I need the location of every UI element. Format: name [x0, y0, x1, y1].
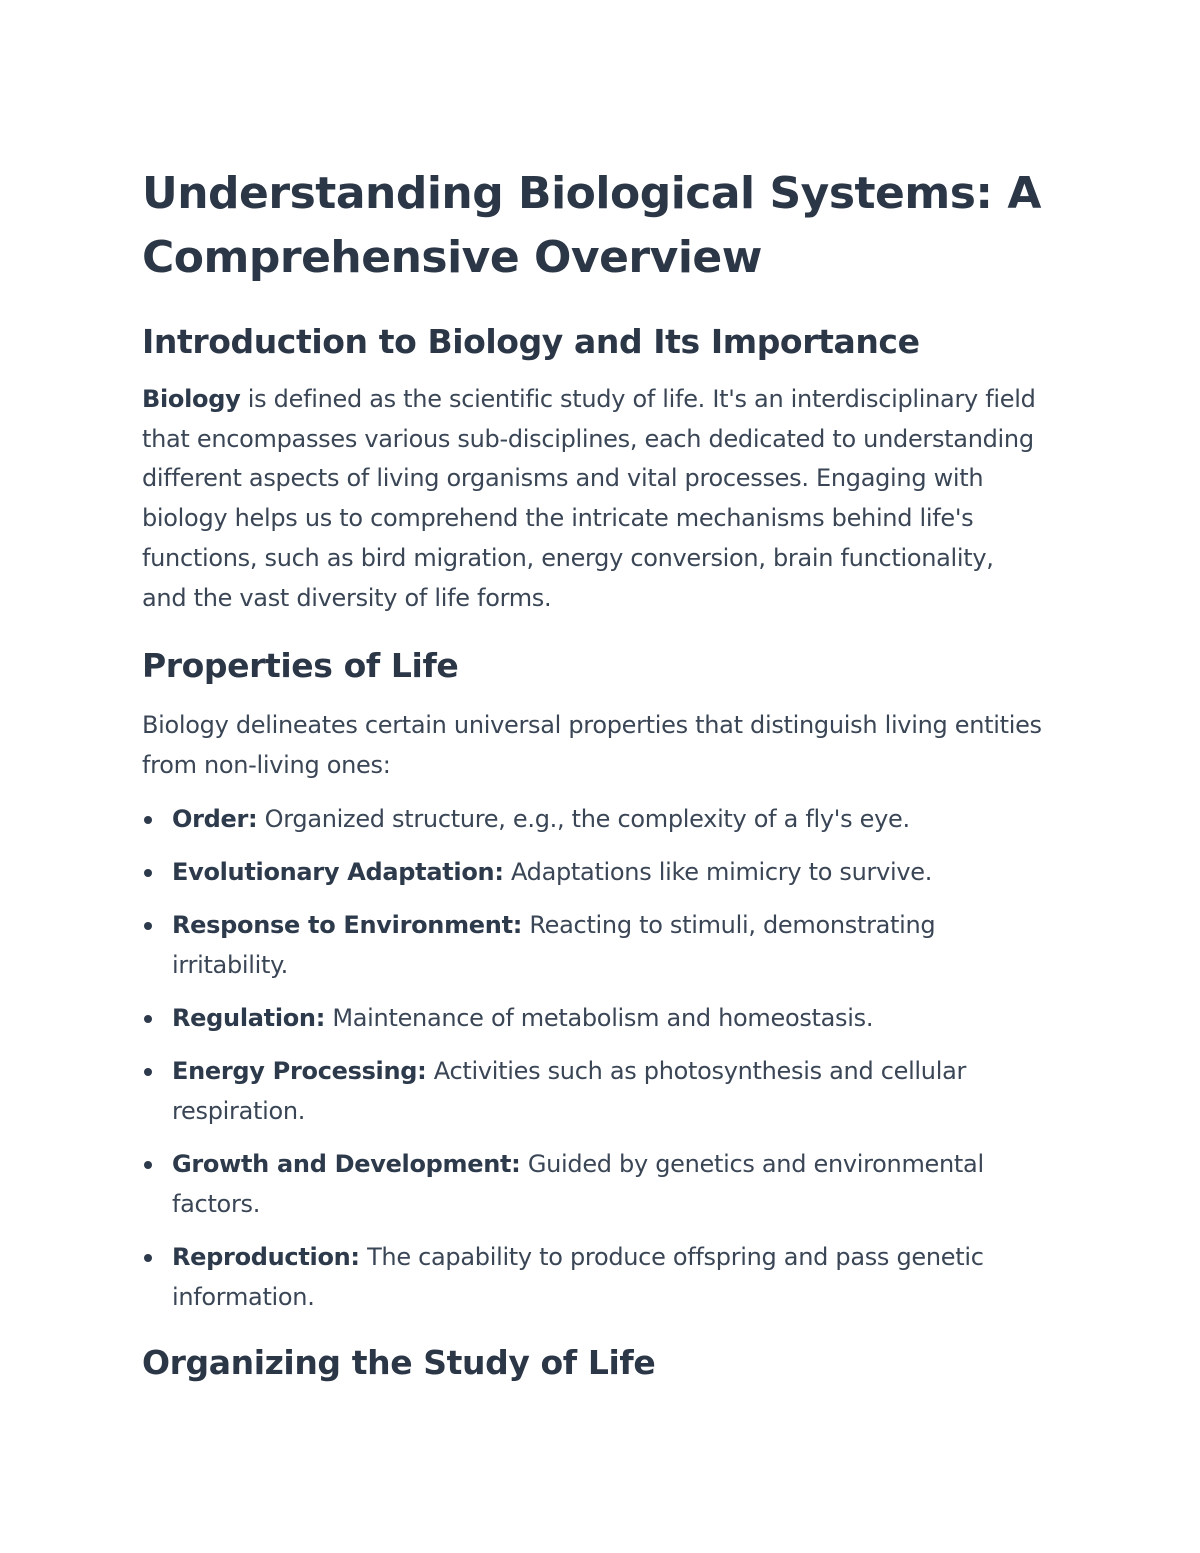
list-item-term: Order:: [172, 804, 258, 833]
bullet-icon: [144, 816, 152, 824]
list-item-text: Guided by genetics and environmental factors.: [172, 1150, 984, 1218]
list-item-text: The capability to produce offspring and pass genetic information.: [172, 1242, 984, 1311]
bullet-icon: [144, 922, 152, 930]
list-item: [142, 999, 1042, 1039]
list-item: [142, 800, 1042, 840]
bullet-icon: [144, 1161, 152, 1169]
document-title: Understanding Biological Systems: A Comprehensive Overview: [142, 168, 1041, 283]
list-item-term: Evolutionary Adaptation:: [172, 857, 504, 886]
properties-paragraph: Biology delineates certain universal properties that distinguish living entities from non-living ones:: [142, 711, 1042, 779]
bullet-icon: [144, 1068, 152, 1076]
list-item-text: Organized structure, e.g., the complexity of a fly's eye.: [257, 804, 910, 833]
section-heading-intro: Introduction to Biology and Its Importance: [142, 322, 920, 361]
list-item: [142, 853, 1042, 893]
list-item-term: Energy Processing:: [172, 1057, 427, 1086]
list-item-text: Reacting to stimuli, demonstrating irritability.: [172, 911, 936, 979]
list-item-term: Reproduction:: [172, 1242, 360, 1271]
list-item-text: Activities such as photosynthesis and cellular respiration.: [172, 1057, 967, 1125]
bullet-icon: [144, 1015, 152, 1023]
properties-list: [142, 800, 1042, 1318]
section-heading-properties: Properties of Life: [142, 646, 459, 686]
section-heading-organizing: Organizing the Study of Life: [142, 1343, 656, 1383]
list-item-text: Adaptations like mimicry to survive.: [503, 857, 933, 886]
list-item: [142, 1238, 1042, 1317]
list-item: [142, 1052, 1042, 1131]
intro-lead-term: Biology: [142, 385, 241, 413]
list-item-term: Growth and Development:: [172, 1150, 521, 1179]
document-page: [142, 162, 1042, 1385]
list-item: [142, 906, 1042, 985]
intro-body-text: is defined as the scientific study of life. It's an interdisciplinary field that encompasses various sub-disciplines, each dedicated to understanding different aspects of living organisms and vital processes. Engaging with biology helps us to comprehend the intricate mechanisms behind life's functions, such as bird migration, energy conversion, brain functionality, and the vast diversity of life forms.: [142, 385, 1036, 612]
bullet-icon: [144, 869, 152, 877]
list-item-text: Maintenance of metabolism and homeostasis.: [325, 1003, 874, 1032]
list-item-term: Response to Environment:: [172, 911, 523, 940]
list-item-term: Regulation:: [172, 1003, 326, 1032]
list-item: [142, 1145, 1042, 1224]
bullet-icon: [144, 1254, 152, 1262]
intro-paragraph: [142, 380, 1042, 618]
